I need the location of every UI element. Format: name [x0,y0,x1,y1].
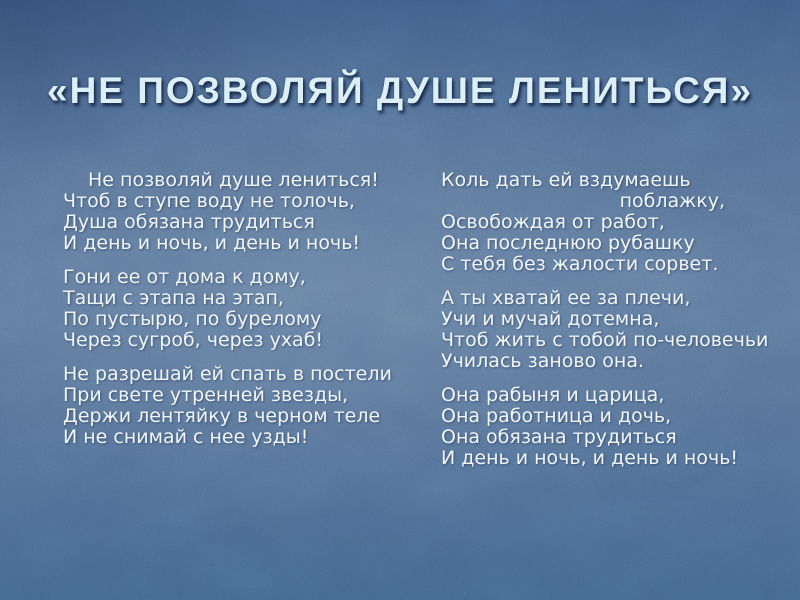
stanza [63,170,413,254]
poem-line: Держи лентяйку в черном теле [63,405,381,427]
poem-line: И не снимай с нее узды! [63,426,309,448]
stanza [441,287,769,372]
poem-line: Чтоб жить с тобой по-человечьи [441,329,769,351]
poem-line: Коль дать ей вздумаешь [441,169,691,191]
poem-line: Не разрешай ей спать в постели [63,363,392,385]
stanza [441,385,751,469]
poem-line: Гони ее от дома к дому, [63,266,306,288]
poem-line: Она последнюю рубашку [441,232,695,254]
poem-line: И день и ночь, и день и ночь! [63,232,361,254]
poem-line: При свете утренней звезды, [63,384,349,406]
poem-line: И день и ночь, и день и ночь! [441,447,739,469]
poem-column-right [441,169,769,482]
slide-title: «НЕ ПОЗВОЛЯЙ ДУШЕ ЛЕНИТЬСЯ» [47,70,753,111]
poem-line: Душа обязана трудиться [63,211,315,233]
poem-line: поблажку, [619,190,725,212]
poem-line: Тащи с этапа на этап, [63,287,284,309]
poem-line: Через сугроб, через ухаб! [63,329,324,351]
stanza [63,267,413,351]
poem-line: По пустырю, по бурелому [63,308,322,330]
poem-line: Она работница и дочь, [441,405,672,427]
poem-line: А ты хватай ее за плечи, [441,287,691,309]
poem-line: С тебя без жалости сорвет. [441,253,719,275]
poem-line: Чтоб в ступе воду не толочь, [63,190,355,212]
stanza [441,170,751,275]
poem-line: Учи и мучай дотемна, [441,308,660,330]
poem-line: Она обязана трудиться [441,426,677,448]
poem-line: Не позволяй душе лениться! [88,169,379,191]
poem-line: Училась заново она. [441,350,645,372]
stanza [63,364,413,448]
poem-line: Освобождая от работ, [441,211,665,233]
poem-column-left [63,170,413,461]
poem-line: Она рабыня и царица, [441,384,665,406]
